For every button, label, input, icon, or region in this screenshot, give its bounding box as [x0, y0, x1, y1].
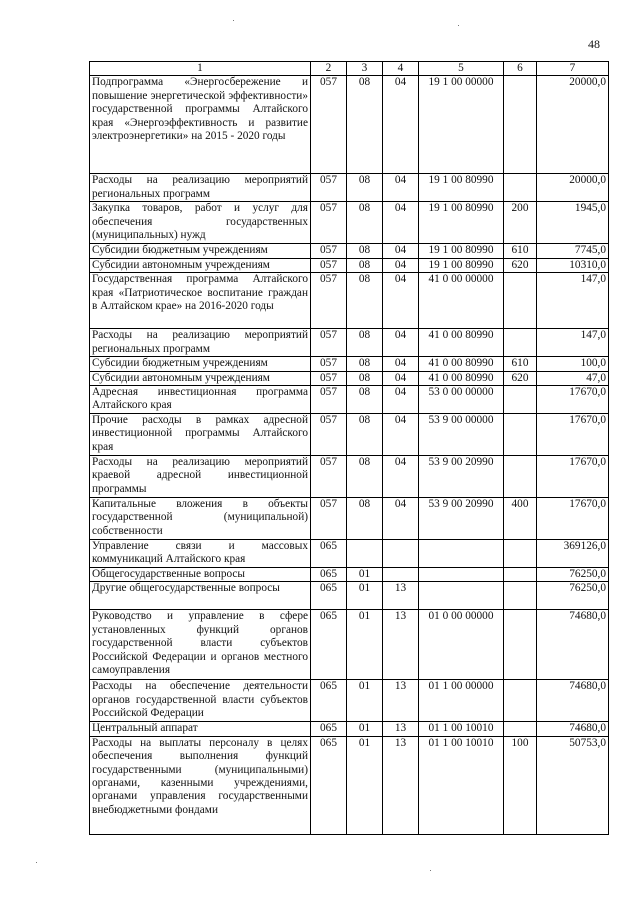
expense-type-cell	[504, 568, 537, 582]
target-article-cell: 19 1 00 80990	[419, 174, 504, 202]
target-article-cell: 53 0 00 00000	[419, 386, 504, 414]
target-article-cell: 41 0 00 80990	[419, 357, 504, 371]
expense-type-cell	[504, 174, 537, 202]
amount-cell: 20000,0	[537, 76, 609, 174]
admin-code-cell: 057	[311, 244, 347, 258]
amount-cell: 10310,0	[537, 258, 609, 272]
section-code-cell: 08	[347, 76, 383, 174]
expense-type-cell	[504, 76, 537, 174]
subsection-code-cell: 04	[383, 244, 419, 258]
table-row	[90, 736, 609, 834]
target-article-cell: 41 0 00 80990	[419, 371, 504, 385]
amount-cell: 369126,0	[537, 540, 609, 568]
row-name-cell: Государственная программа Алтайского края «Патриотическое воспитание граждан в Алтайском крае» на 2016-2020 годы	[90, 273, 311, 329]
header-cell: 4	[383, 62, 419, 76]
section-code-cell: 01	[347, 736, 383, 834]
header-cell: 3	[347, 62, 383, 76]
admin-code-cell: 065	[311, 680, 347, 722]
table-row	[90, 610, 609, 680]
budget-table	[89, 61, 609, 835]
table-row	[90, 498, 609, 540]
section-code-cell: 01	[347, 568, 383, 582]
target-article-cell: 41 0 00 00000	[419, 273, 504, 329]
expense-type-cell: 610	[504, 244, 537, 258]
subsection-code-cell: 04	[383, 76, 419, 174]
expense-type-cell: 100	[504, 736, 537, 834]
table-row	[90, 76, 609, 174]
subsection-code-cell: 04	[383, 386, 419, 414]
table-row	[90, 414, 609, 456]
scan-speck	[233, 20, 234, 21]
subsection-code-cell: 13	[383, 722, 419, 736]
target-article-cell: 01 1 00 00000	[419, 680, 504, 722]
section-code-cell: 01	[347, 680, 383, 722]
admin-code-cell: 065	[311, 540, 347, 568]
expense-type-cell	[504, 273, 537, 329]
amount-cell: 7745,0	[537, 244, 609, 258]
row-name-cell: Расходы на реализацию мероприятий краевой адресной инвестиционной программы	[90, 456, 311, 498]
section-code-cell: 08	[347, 329, 383, 357]
amount-cell: 17670,0	[537, 386, 609, 414]
admin-code-cell: 057	[311, 202, 347, 244]
admin-code-cell: 057	[311, 371, 347, 385]
subsection-code-cell: 13	[383, 736, 419, 834]
table-row	[90, 329, 609, 357]
target-article-cell: 53 9 00 20990	[419, 456, 504, 498]
table-row	[90, 456, 609, 498]
row-name-cell: Субсидии бюджетным учреждениям	[90, 244, 311, 258]
expense-type-cell: 620	[504, 258, 537, 272]
target-article-cell: 01 1 00 10010	[419, 722, 504, 736]
row-name-cell: Руководство и управление в сфере установленных функций органов государственной власти субъектов Российской Федерации и органов местного самоуправления	[90, 610, 311, 680]
target-article-cell: 19 1 00 80990	[419, 202, 504, 244]
subsection-code-cell: 04	[383, 357, 419, 371]
amount-cell: 17670,0	[537, 414, 609, 456]
header-cell: 2	[311, 62, 347, 76]
target-article-cell	[419, 540, 504, 568]
target-article-cell: 41 0 00 80990	[419, 329, 504, 357]
target-article-cell	[419, 582, 504, 610]
amount-cell: 76250,0	[537, 568, 609, 582]
amount-cell: 100,0	[537, 357, 609, 371]
target-article-cell: 01 1 00 10010	[419, 736, 504, 834]
expense-type-cell	[504, 722, 537, 736]
expense-type-cell	[504, 582, 537, 610]
admin-code-cell: 065	[311, 722, 347, 736]
section-code-cell: 08	[347, 244, 383, 258]
row-name-cell: Расходы на реализацию мероприятий региональных программ	[90, 329, 311, 357]
target-article-cell: 01 0 00 00000	[419, 610, 504, 680]
row-name-cell: Центральный аппарат	[90, 722, 311, 736]
subsection-code-cell	[383, 540, 419, 568]
subsection-code-cell: 04	[383, 258, 419, 272]
section-code-cell: 08	[347, 371, 383, 385]
expense-type-cell: 620	[504, 371, 537, 385]
expense-type-cell: 610	[504, 357, 537, 371]
admin-code-cell: 057	[311, 357, 347, 371]
admin-code-cell: 057	[311, 414, 347, 456]
table-row	[90, 371, 609, 385]
scan-speck	[430, 870, 431, 871]
row-name-cell: Субсидии бюджетным учреждениям	[90, 357, 311, 371]
table-row	[90, 273, 609, 329]
table-row	[90, 680, 609, 722]
scan-speck	[458, 25, 459, 26]
table-row	[90, 386, 609, 414]
section-code-cell: 08	[347, 273, 383, 329]
section-code-cell: 08	[347, 456, 383, 498]
row-name-cell: Другие общегосударственные вопросы	[90, 582, 311, 610]
amount-cell: 50753,0	[537, 736, 609, 834]
admin-code-cell: 065	[311, 610, 347, 680]
scan-speck	[36, 862, 37, 863]
section-code-cell: 08	[347, 498, 383, 540]
row-name-cell: Общегосударственные вопросы	[90, 568, 311, 582]
row-name-cell: Прочие расходы в рамках адресной инвестиционной программы Алтайского края	[90, 414, 311, 456]
amount-cell: 17670,0	[537, 498, 609, 540]
row-name-cell: Подпрограмма «Энергосбережение и повышение энергетической эффективности» государственной программы Алтайского края «Энергоэффективность и развитие электроэнергетики» на 2015 - 2020 годы	[90, 76, 311, 174]
section-code-cell: 08	[347, 386, 383, 414]
expense-type-cell	[504, 414, 537, 456]
admin-code-cell: 065	[311, 736, 347, 834]
table-row	[90, 244, 609, 258]
row-name-cell: Закупка товаров, работ и услуг для обеспечения государственных (муниципальных) нужд	[90, 202, 311, 244]
row-name-cell: Субсидии автономным учреждениям	[90, 258, 311, 272]
row-name-cell: Капитальные вложения в объекты государственной (муниципальной) собственности	[90, 498, 311, 540]
admin-code-cell: 057	[311, 273, 347, 329]
section-code-cell: 08	[347, 414, 383, 456]
expense-type-cell	[504, 456, 537, 498]
expense-type-cell	[504, 329, 537, 357]
section-code-cell: 08	[347, 357, 383, 371]
row-name-cell: Управление связи и массовых коммуникаций Алтайского края	[90, 540, 311, 568]
row-name-cell: Расходы на реализацию мероприятий региональных программ	[90, 174, 311, 202]
table-row	[90, 258, 609, 272]
target-article-cell: 53 9 00 00000	[419, 414, 504, 456]
target-article-cell: 19 1 00 80990	[419, 258, 504, 272]
admin-code-cell: 057	[311, 76, 347, 174]
page-number: 48	[588, 37, 600, 51]
header-cell: 1	[90, 62, 311, 76]
subsection-code-cell: 13	[383, 610, 419, 680]
amount-cell: 20000,0	[537, 174, 609, 202]
admin-code-cell: 057	[311, 329, 347, 357]
expense-type-cell	[504, 610, 537, 680]
row-name-cell: Адресная инвестиционная программа Алтайского края	[90, 386, 311, 414]
subsection-code-cell: 04	[383, 174, 419, 202]
table-row	[90, 174, 609, 202]
header-cell: 7	[537, 62, 609, 76]
expense-type-cell: 400	[504, 498, 537, 540]
row-name-cell: Расходы на обеспечение деятельности органов государственной власти субъектов Российской Федерации	[90, 680, 311, 722]
section-code-cell	[347, 540, 383, 568]
subsection-code-cell: 13	[383, 680, 419, 722]
table-row	[90, 582, 609, 610]
row-name-cell: Субсидии автономным учреждениям	[90, 371, 311, 385]
amount-cell: 74680,0	[537, 680, 609, 722]
subsection-code-cell: 04	[383, 414, 419, 456]
admin-code-cell: 057	[311, 174, 347, 202]
target-article-cell	[419, 568, 504, 582]
admin-code-cell: 065	[311, 568, 347, 582]
amount-cell: 74680,0	[537, 722, 609, 736]
header-cell: 5	[419, 62, 504, 76]
table-row	[90, 202, 609, 244]
section-code-cell: 08	[347, 202, 383, 244]
header-cell: 6	[504, 62, 537, 76]
amount-cell: 1945,0	[537, 202, 609, 244]
subsection-code-cell: 04	[383, 456, 419, 498]
table-row	[90, 568, 609, 582]
target-article-cell: 19 1 00 00000	[419, 76, 504, 174]
section-code-cell: 01	[347, 582, 383, 610]
table-header-row	[90, 62, 609, 76]
amount-cell: 47,0	[537, 371, 609, 385]
section-code-cell: 08	[347, 258, 383, 272]
subsection-code-cell	[383, 568, 419, 582]
amount-cell: 76250,0	[537, 582, 609, 610]
amount-cell: 147,0	[537, 329, 609, 357]
target-article-cell: 19 1 00 80990	[419, 244, 504, 258]
subsection-code-cell: 04	[383, 498, 419, 540]
subsection-code-cell: 04	[383, 329, 419, 357]
section-code-cell: 01	[347, 610, 383, 680]
table-row	[90, 540, 609, 568]
expense-type-cell	[504, 540, 537, 568]
table-row	[90, 722, 609, 736]
section-code-cell: 08	[347, 174, 383, 202]
subsection-code-cell: 04	[383, 202, 419, 244]
amount-cell: 74680,0	[537, 610, 609, 680]
admin-code-cell: 065	[311, 582, 347, 610]
subsection-code-cell: 04	[383, 371, 419, 385]
section-code-cell: 01	[347, 722, 383, 736]
admin-code-cell: 057	[311, 386, 347, 414]
admin-code-cell: 057	[311, 498, 347, 540]
subsection-code-cell: 13	[383, 582, 419, 610]
subsection-code-cell: 04	[383, 273, 419, 329]
expense-type-cell	[504, 386, 537, 414]
table-row	[90, 357, 609, 371]
target-article-cell: 53 9 00 20990	[419, 498, 504, 540]
row-name-cell: Расходы на выплаты персоналу в целях обеспечения выполнения функций государственными (муниципальными) органами, казенными учреждениями, органами управления государственными внебюджетными фондами	[90, 736, 311, 834]
expense-type-cell	[504, 680, 537, 722]
admin-code-cell: 057	[311, 456, 347, 498]
amount-cell: 17670,0	[537, 456, 609, 498]
expense-type-cell: 200	[504, 202, 537, 244]
admin-code-cell: 057	[311, 258, 347, 272]
amount-cell: 147,0	[537, 273, 609, 329]
